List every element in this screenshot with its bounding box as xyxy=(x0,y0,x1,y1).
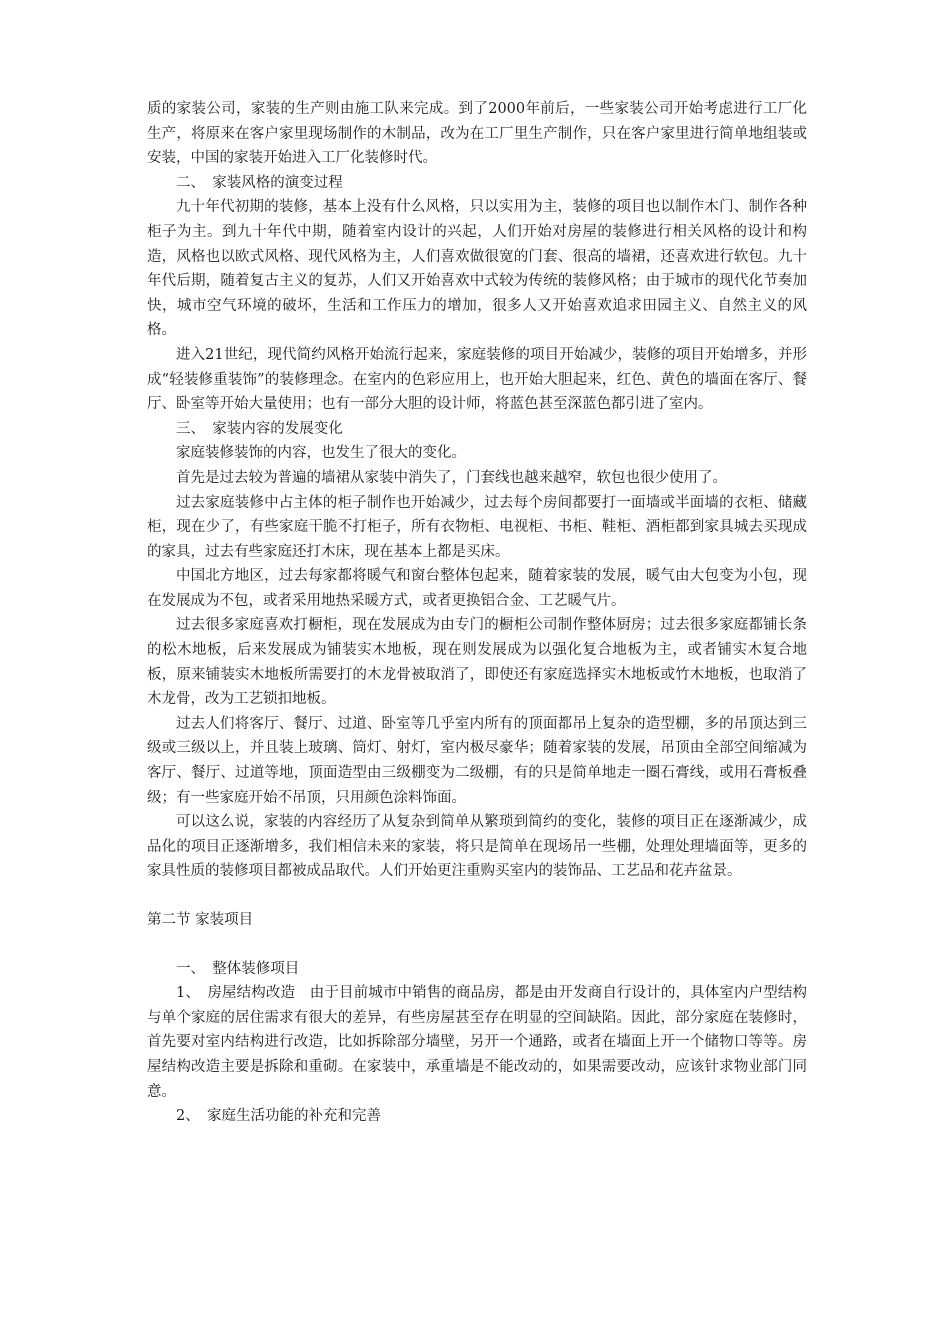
paragraph-content-intro: 家庭装修装饰的内容，也发生了很大的变化。 xyxy=(176,445,466,462)
paragraph-structure-change: 1、 房屋结构改造 由于目前城市中销售的商品房，都是由开发商自行设计的，具体室内户型结构与单个家庭的居住需求有很大的差异，有些房屋甚至存在明显的空间缺陷。因此，部分家庭在装修时，首先要对室内结构进行改造，比如拆除部分墙壁，另开一个通路，或者在墙面上开一个储物口等等。房屋结构改造主要是拆除和重砌。在家装中，承重墙是不能改动的，如果需要改动，应该针求物业部门同意。 xyxy=(147,985,807,1100)
paragraph-wainscot: 首先是过去较为普遍的墙裙从家装中消失了，门套线也越来越窄，软包也很少使用了。 xyxy=(176,469,727,486)
paragraph-21st-century: 进入21世纪，现代简约风格开始流行起来，家庭装修的项目开始减少，装修的项目开始增多，并形成“轻装修重装饰”的装修理念。在室内的色彩应用上，也开始大胆起来，红色、黄色的墙面在客厅、餐厅、卧室等开始大量使用；也有一部分大胆的设计师，将蓝色甚至深蓝色都引进了室内。 xyxy=(147,346,807,413)
heading-content-change: 三、 家装内容的发展变化 xyxy=(176,420,343,437)
paragraph-summary: 可以这么说，家装的内容经历了从复杂到简单从繁琐到简约的变化，装修的项目正在逐渐减少，成品化的项目正逐渐增多，我们相信未来的家装，将只是简单在现场吊一些棚，处理处理墙面等，更多的家具性质的装修项目都被成品取代。人们开始更注重购买室内的装饰品、工艺品和花卉盆景。 xyxy=(147,814,807,880)
heading-living-function: 2、 家庭生活功能的补充和完善 xyxy=(176,1108,381,1125)
paragraph-intro-continued: 质的家装公司，家装的生产则由施工队来完成。到了2000年前后，一些家装公司开始考虑进行工厂化生产，将原来在客户家里现场制作的木制品，改为在工厂里生产制作，只在客户家里进行简单地组装或安装，中国的家装开始进入工厂化装修时代。 xyxy=(147,101,807,167)
section-title: 第二节 家装项目 xyxy=(147,912,254,928)
paragraph-nineties: 九十年代初期的装修，基本上没有什么风格，只以实用为主，装修的项目也以制作木门、制作各种柜子为主。到九十年代中期，随着室内设计的兴起，人们开始对房屋的装修进行相关风格的设计和构造，风格也以欧式风格、现代风格为主，人们喜欢做很宽的门套、很高的墙裙，还喜欢进行软包。九十年代后期，随着复古主义的复苏，人们又开始喜欢中式较为传统的装修风格；由于城市的现代化节奏加快，城市空气环境的破坏，生活和工作压力的增加，很多人又开始喜欢追求田园主义、自然主义的风格。 xyxy=(147,199,807,339)
heading-style-evolution: 二、 家装风格的演变过程 xyxy=(176,174,343,191)
paragraph-ceiling: 过去人们将客厅、餐厅、过道、卧室等几乎室内所有的顶面都吊上复杂的造型棚，多的吊顶达到三级或三级以上，并且装上玻璃、筒灯、射灯，室内极尽豪华；随着家装的发展，吊顶由全部空间缩减为客厅、餐厅、过道等地，顶面造型由三级棚变为二级棚，有的只是简单地走一圈石膏线，或用石膏板叠级；有一些家庭开始不吊顶，只用颜色涂料饰面。 xyxy=(147,715,807,806)
paragraph-north-heating: 中国北方地区，过去每家都将暖气和窗台整体包起来，随着家装的发展，暖气由大包变为小包，现在发展成为不包，或者采用地热采暖方式，或者更换铝合金、工艺暖气片。 xyxy=(147,568,807,609)
heading-whole-renovation: 一、 整体装修项目 xyxy=(176,960,300,977)
paragraph-kitchen-floor: 过去很多家庭喜欢打橱柜，现在发展成为由专门的橱柜公司制作整体厨房；过去很多家庭都铺长条的松木地板，后来发展成为铺装实木地板，现在则发展成为以强化复合地板为主，或者铺实木复合地板，原来铺装实木地板所需要打的木龙骨被取消了，即使还有家庭选择实木地板或竹木地板，也取消了木龙骨，改为工艺锁扣地板。 xyxy=(147,617,807,708)
document-page xyxy=(147,97,807,1129)
paragraph-cabinets: 过去家庭装修中占主体的柜子制作也开始减少，过去每个房间都要打一面墙或半面墙的衣柜、储藏柜，现在少了，有些家庭干脆不打柜子，所有衣物柜、电视柜、书柜、鞋柜、酒柜都到家具城去买现成的家具，过去有些家庭还打木床，现在基本上都是买床。 xyxy=(147,494,807,560)
